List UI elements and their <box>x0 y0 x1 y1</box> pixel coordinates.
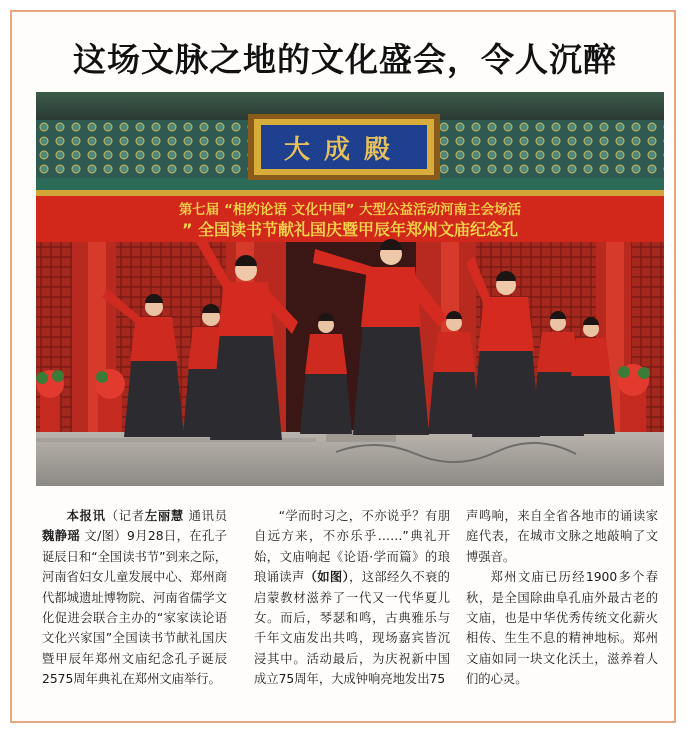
article-column-1 <box>42 506 227 690</box>
ceremony-photo-illustration <box>36 92 664 486</box>
article-paragraph-2 <box>254 506 450 690</box>
paragraph-2-text-cont: ，这部经久不衰的启蒙教材滋养了一代又一代华夏儿女。而后，琴瑟和鸣，古典雅乐与千年文庙发出共鸣，现场嘉宾皆沉浸其中。活动最后，为庆祝新中国成立75周年，大成钟响亮地发出75 <box>254 570 450 687</box>
news-photo <box>36 92 664 486</box>
byline-role: 通讯员 <box>183 509 227 523</box>
paragraph-2-text: “学而时习之，不亦说乎？有朋自远方来，不亦乐乎……”典礼开始，文庙响起《论语·学而篇》的琅琅诵读声 <box>254 509 450 585</box>
reporter-name-1: 左丽慧 <box>144 509 184 523</box>
photo-reference: （如图） <box>304 570 350 585</box>
lead-label: 本报讯 <box>66 509 106 523</box>
article-paragraph-3: 郑州文庙已历经1900多个春秋，是全国除曲阜孔庙外最古老的文庙，也是中华优秀传统文化薪火相传、生生不息的精神地标。郑州文庙如同一块文化沃土，滋养着人们的心灵。 <box>466 570 658 687</box>
plaque-text: 大成殿 <box>283 135 405 165</box>
article-column-2 <box>254 506 450 690</box>
paragraph-1-body: 9月28日，在孔子诞辰日和“全国读书节”到来之际，河南省妇女儿童发展中心、郑州商代都城遗址博物院、河南省儒学文化促进会联合主办的“家家读论语 文化兴家国”全国读书节献礼国庆暨甲辰年郑州文庙纪念孔子诞辰2575周年典礼在郑州文庙举行。 <box>42 529 227 687</box>
byline-open: （记者 <box>105 509 145 523</box>
byline-role-2: 文/图） <box>80 529 127 544</box>
article-paragraph-1 <box>42 506 227 690</box>
reporter-name-2: 魏静瑶 <box>42 529 81 544</box>
flower-basket-right <box>617 364 650 438</box>
article-column-3 <box>466 506 658 690</box>
headline: 这场文脉之地的文化盛会，令人沉醉 <box>73 40 617 79</box>
continued-text: 声鸣响，来自全省各地市的诵读家庭代表，在城市文脉之地敲响了文博强音。 <box>466 509 658 564</box>
banner-line-1: 第七届 “相约论语 文化中国” 大型公益活动河南主会场活 <box>178 202 522 218</box>
banner-line-2: ” 全国读书节献礼国庆暨甲辰年郑州文庙纪念孔 <box>181 220 519 239</box>
